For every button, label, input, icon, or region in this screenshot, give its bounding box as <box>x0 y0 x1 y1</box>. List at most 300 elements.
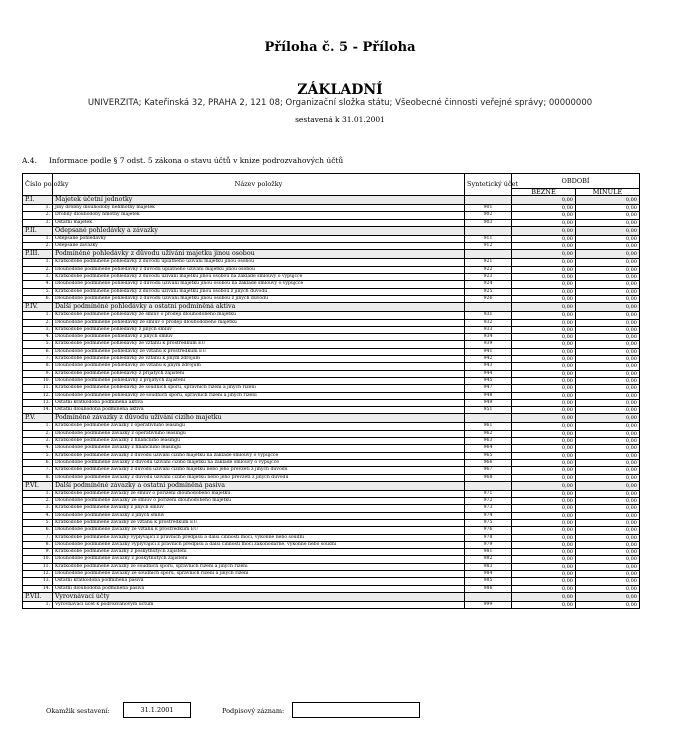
row-past: 0,00 <box>576 377 640 384</box>
table-row <box>23 423 640 430</box>
table-row <box>23 288 640 295</box>
row-name: Krátkodobé podmíněné závazky z finančního leasingu <box>53 438 465 445</box>
row-current: 0,00 <box>512 541 576 548</box>
table-row <box>23 205 640 212</box>
row-account: 945 <box>465 377 512 384</box>
row-number: 5. <box>23 341 53 348</box>
col-header-number: Číslo položky <box>23 174 53 196</box>
row-account: 983 <box>465 563 512 570</box>
row-name: Ostatní krátkodobá podmíněná aktiva <box>53 399 465 406</box>
row-past: 0,00 <box>576 243 640 250</box>
table-row <box>23 356 640 363</box>
row-number: 4. <box>23 445 53 452</box>
row-account: 986 <box>465 585 512 592</box>
group-account <box>465 592 512 601</box>
table-row <box>23 407 640 414</box>
row-name: Odepsané závazky <box>53 243 465 250</box>
row-name: Dlouhodobé podmíněné pohledávky z důvodu užívání majetku jinou osobou na základě smlouvy o výpůjčce <box>53 281 465 288</box>
row-number: 1. <box>23 490 53 497</box>
table-row <box>23 319 640 326</box>
row-account: 968 <box>465 474 512 481</box>
group-past: 0,00 <box>576 592 640 601</box>
table-row <box>23 334 640 341</box>
table-row <box>23 549 640 556</box>
row-account: 931 <box>465 312 512 319</box>
row-account: 971 <box>465 490 512 497</box>
row-account: 944 <box>465 370 512 377</box>
row-past: 0,00 <box>576 563 640 570</box>
row-account: 985 <box>465 578 512 585</box>
table-row <box>23 601 640 608</box>
group-row <box>23 592 640 601</box>
group-title: Odepsané pohledávky a závazky <box>53 226 465 235</box>
row-account: 925 <box>465 288 512 295</box>
row-number: 6. <box>23 348 53 355</box>
row-past: 0,00 <box>576 556 640 563</box>
row-number: 4. <box>23 512 53 519</box>
table-row <box>23 534 640 541</box>
row-number: 5. <box>23 519 53 526</box>
row-account: 921 <box>465 259 512 266</box>
table-row <box>23 295 640 302</box>
row-past: 0,00 <box>576 459 640 466</box>
row-name: Drobný dlouhodobý hmotný majetek <box>53 212 465 219</box>
table-body <box>23 196 640 609</box>
row-name: Krátkodobé podmíněné pohledávky ze vztahu k prostředkům EU <box>53 341 465 348</box>
table-row <box>23 266 640 273</box>
row-current: 0,00 <box>512 356 576 363</box>
row-current: 0,00 <box>512 377 576 384</box>
row-account: 978 <box>465 534 512 541</box>
row-account: 984 <box>465 571 512 578</box>
row-current: 0,00 <box>512 601 576 608</box>
col-header-past: MINULÉ <box>576 189 640 196</box>
row-name: Dlouhodobé podmíněné závazky ze smluv o pořízení dlouhodobého majetku <box>53 498 465 505</box>
group-current: 0,00 <box>512 226 576 235</box>
row-account: 963 <box>465 438 512 445</box>
row-current: 0,00 <box>512 295 576 302</box>
table-row <box>23 459 640 466</box>
row-past: 0,00 <box>576 438 640 445</box>
table-row <box>23 430 640 437</box>
table-row <box>23 399 640 406</box>
row-name: Dlouhodobé podmíněné závazky ze vztahu k prostředkům EU <box>53 527 465 534</box>
row-past: 0,00 <box>576 505 640 512</box>
group-current: 0,00 <box>512 592 576 601</box>
row-past: 0,00 <box>576 363 640 370</box>
table-row <box>23 392 640 399</box>
col-header-current: BĚŽNÉ <box>512 189 576 196</box>
row-number: 7. <box>23 356 53 363</box>
row-past: 0,00 <box>576 407 640 414</box>
row-current: 0,00 <box>512 519 576 526</box>
row-account: 965 <box>465 452 512 459</box>
row-number: 3. <box>23 219 53 226</box>
table-row <box>23 445 640 452</box>
group-current: 0,00 <box>512 414 576 423</box>
row-current: 0,00 <box>512 288 576 295</box>
row-past: 0,00 <box>576 212 640 219</box>
row-number: 9. <box>23 370 53 377</box>
table-row <box>23 341 640 348</box>
row-name: Ostatní dlouhodobá podmíněná pasiva <box>53 585 465 592</box>
row-current: 0,00 <box>512 549 576 556</box>
row-name: Dlouhodobé podmíněné pohledávky z jiných smluv <box>53 334 465 341</box>
table-row <box>23 505 640 512</box>
group-account <box>465 303 512 312</box>
table-row <box>23 312 640 319</box>
row-past: 0,00 <box>576 259 640 266</box>
group-past: 0,00 <box>576 303 640 312</box>
row-name: Ostatní krátkodobá podmíněná pasiva <box>53 578 465 585</box>
row-past: 0,00 <box>576 219 640 226</box>
row-name: Dlouhodobé podmíněné pohledávky z přijatých zajištění <box>53 377 465 384</box>
row-number: 6. <box>23 527 53 534</box>
row-name: Odepsané pohledávky <box>53 235 465 242</box>
row-number: 5. <box>23 288 53 295</box>
row-account: 943 <box>465 363 512 370</box>
row-current: 0,00 <box>512 205 576 212</box>
group-current: 0,00 <box>512 250 576 259</box>
row-account: 972 <box>465 498 512 505</box>
table-row <box>23 363 640 370</box>
table-row <box>23 235 640 242</box>
date-value-box: 31.1.2001 <box>123 702 191 718</box>
row-name: Krátkodobé podmíněné pohledávky ze vztahu k jiným zdrojům <box>53 356 465 363</box>
row-name: Krátkodobé podmíněné pohledávky z důvodu úplatného užívání majetku jinou osobou <box>53 259 465 266</box>
row-past: 0,00 <box>576 326 640 333</box>
row-name: Jiný drobný dlouhodobý nehmotný majetek <box>53 205 465 212</box>
row-current: 0,00 <box>512 571 576 578</box>
row-name: Krátkodobé podmíněné pohledávky z jiných smluv <box>53 326 465 333</box>
date-label: Okamžik sestavení: <box>46 707 110 715</box>
row-past: 0,00 <box>576 512 640 519</box>
row-number: 8. <box>23 363 53 370</box>
row-name: Krátkodobé podmíněné závazky z důvodu užívání cizího majetku nebo jeho převzetí z jiných důvodů <box>53 467 465 474</box>
group-code: P.I. <box>23 196 53 205</box>
row-past: 0,00 <box>576 467 640 474</box>
group-account <box>465 226 512 235</box>
row-number: 10. <box>23 377 53 384</box>
row-past: 0,00 <box>576 430 640 437</box>
table-row <box>23 467 640 474</box>
row-current: 0,00 <box>512 527 576 534</box>
row-name: Krátkodobé podmíněné závazky ze soudních sporů, správních řízení a jiných řízení <box>53 563 465 570</box>
row-number: 8. <box>23 541 53 548</box>
row-name: Dlouhodobé podmíněné závazky z důvodu užívání cizího majetku nebo jeho převzetí z jiných důvodů <box>53 474 465 481</box>
row-number: 1. <box>23 235 53 242</box>
row-account: 981 <box>465 549 512 556</box>
row-current: 0,00 <box>512 319 576 326</box>
group-current: 0,00 <box>512 481 576 490</box>
signature-label: Podpisový záznam: <box>222 707 285 715</box>
row-account: 999 <box>465 601 512 608</box>
row-current: 0,00 <box>512 266 576 273</box>
row-number: 13. <box>23 399 53 406</box>
row-past: 0,00 <box>576 312 640 319</box>
table-row <box>23 259 640 266</box>
group-code: P.VI. <box>23 481 53 490</box>
row-account: 941 <box>465 348 512 355</box>
row-current: 0,00 <box>512 312 576 319</box>
row-current: 0,00 <box>512 512 576 519</box>
row-name: Dlouhodobé podmíněné závazky z jiných smluv <box>53 512 465 519</box>
row-account: 962 <box>465 430 512 437</box>
row-current: 0,00 <box>512 363 576 370</box>
group-title: Vyrovnávací účty <box>53 592 465 601</box>
row-number: 2. <box>23 243 53 250</box>
row-current: 0,00 <box>512 385 576 392</box>
row-past: 0,00 <box>576 399 640 406</box>
row-number: 3. <box>23 326 53 333</box>
row-past: 0,00 <box>576 274 640 281</box>
row-past: 0,00 <box>576 423 640 430</box>
table-row <box>23 563 640 570</box>
row-current: 0,00 <box>512 534 576 541</box>
group-title: Majetek účetní jednotky <box>53 196 465 205</box>
row-account: 976 <box>465 527 512 534</box>
row-current: 0,00 <box>512 259 576 266</box>
table-row <box>23 212 640 219</box>
statement-table <box>22 173 640 609</box>
table-row <box>23 385 640 392</box>
group-code: P.V. <box>23 414 53 423</box>
section-title: Informace podle § 7 odst. 5 zákona o stavu účtů v knize podrozvahových účtů <box>48 156 344 165</box>
row-current: 0,00 <box>512 235 576 242</box>
group-past: 0,00 <box>576 250 640 259</box>
row-account: 973 <box>465 505 512 512</box>
row-past: 0,00 <box>576 288 640 295</box>
row-number: 4. <box>23 334 53 341</box>
row-past: 0,00 <box>576 534 640 541</box>
table-row <box>23 274 640 281</box>
table-row <box>23 519 640 526</box>
row-name: Krátkodobé podmíněné pohledávky z důvodu užívání majetku jinou osobou na základě smlouvy o výpůjčce <box>53 274 465 281</box>
row-number: 5. <box>23 452 53 459</box>
table-row <box>23 370 640 377</box>
row-past: 0,00 <box>576 341 640 348</box>
group-past: 0,00 <box>576 196 640 205</box>
statement-type: ZÁKLADNÍ <box>297 82 383 98</box>
row-number: 2. <box>23 430 53 437</box>
table-row <box>23 281 640 288</box>
row-current: 0,00 <box>512 392 576 399</box>
row-current: 0,00 <box>512 341 576 348</box>
table-row <box>23 348 640 355</box>
row-current: 0,00 <box>512 445 576 452</box>
group-code: P.IV. <box>23 303 53 312</box>
table-row <box>23 498 640 505</box>
row-name: Dlouhodobé podmíněné pohledávky ze vztahu k jiným zdrojům <box>53 363 465 370</box>
row-past: 0,00 <box>576 266 640 273</box>
row-number: 7. <box>23 467 53 474</box>
row-number: 11. <box>23 563 53 570</box>
row-number: 6. <box>23 459 53 466</box>
row-number: 1. <box>23 601 53 608</box>
row-past: 0,00 <box>576 585 640 592</box>
group-past: 0,00 <box>576 226 640 235</box>
page-title: Příloha č. 5 - Příloha <box>264 40 416 55</box>
row-number: 1. <box>23 205 53 212</box>
row-number: 12. <box>23 392 53 399</box>
row-account: 911 <box>465 235 512 242</box>
col-header-account: Syntetický účet <box>465 174 512 196</box>
group-past: 0,00 <box>576 481 640 490</box>
row-account: 926 <box>465 295 512 302</box>
row-past: 0,00 <box>576 392 640 399</box>
row-current: 0,00 <box>512 467 576 474</box>
section-code: A.4. <box>22 156 37 165</box>
group-account <box>465 481 512 490</box>
row-number: 2. <box>23 212 53 219</box>
row-name: Dlouhodobé podmíněné pohledávky ze smluv o prodeji dlouhodobého majetku <box>53 319 465 326</box>
group-current: 0,00 <box>512 303 576 312</box>
row-past: 0,00 <box>576 445 640 452</box>
group-row <box>23 196 640 205</box>
row-name: Krátkodobé podmíněné závazky z důvodu užívání cizího majetku na základě smlouvy o výpůjčce <box>53 452 465 459</box>
row-number: 1. <box>23 423 53 430</box>
row-account: 961 <box>465 423 512 430</box>
row-number: 1. <box>23 259 53 266</box>
row-current: 0,00 <box>512 430 576 437</box>
row-past: 0,00 <box>576 452 640 459</box>
row-current: 0,00 <box>512 212 576 219</box>
row-name: Krátkodobé podmíněné pohledávky z přijatých zajištění <box>53 370 465 377</box>
row-past: 0,00 <box>576 527 640 534</box>
group-row <box>23 250 640 259</box>
row-past: 0,00 <box>576 519 640 526</box>
row-name: Krátkodobé podmíněné závazky z operativního leasingu <box>53 423 465 430</box>
row-name: Krátkodobé podmíněné pohledávky ze soudních sporů, správních řízení a jiných řízení <box>53 385 465 392</box>
row-number: 2. <box>23 266 53 273</box>
group-title: Podmíněné pohledávky z důvodu užívání majetku jinou osobou <box>53 250 465 259</box>
row-account: 923 <box>465 274 512 281</box>
row-number: 12. <box>23 571 53 578</box>
row-name: Dlouhodobé podmíněné pohledávky z důvodu úplatného užívání majetku jinou osobou <box>53 266 465 273</box>
table-row <box>23 474 640 481</box>
row-current: 0,00 <box>512 407 576 414</box>
group-account <box>465 196 512 205</box>
group-code: P.III. <box>23 250 53 259</box>
group-code: P.II. <box>23 226 53 235</box>
row-number: 2. <box>23 498 53 505</box>
row-name: Krátkodobé podmíněné závazky ze vztahu k prostředkům EU <box>53 519 465 526</box>
table-row <box>23 556 640 563</box>
row-past: 0,00 <box>576 498 640 505</box>
row-account: 966 <box>465 459 512 466</box>
row-current: 0,00 <box>512 334 576 341</box>
table-row <box>23 578 640 585</box>
row-account: 922 <box>465 266 512 273</box>
row-account: 939 <box>465 341 512 348</box>
group-account <box>465 414 512 423</box>
row-current: 0,00 <box>512 452 576 459</box>
row-account: 951 <box>465 407 512 414</box>
row-current: 0,00 <box>512 578 576 585</box>
row-past: 0,00 <box>576 356 640 363</box>
table-row <box>23 527 640 534</box>
table-row <box>23 243 640 250</box>
group-row <box>23 481 640 490</box>
row-name: Krátkodobé podmíněné závazky vyplývající z právních předpisů a další činnosti moci, vykonné nebo soudní <box>53 534 465 541</box>
row-current: 0,00 <box>512 274 576 281</box>
row-name: Dlouhodobé podmíněné závazky ze soudních sporů, správních řízení a jiných řízení <box>53 571 465 578</box>
row-number: 3. <box>23 505 53 512</box>
row-current: 0,00 <box>512 281 576 288</box>
row-current: 0,00 <box>512 585 576 592</box>
row-past: 0,00 <box>576 601 640 608</box>
row-past: 0,00 <box>576 541 640 548</box>
row-account: 933 <box>465 326 512 333</box>
row-past: 0,00 <box>576 571 640 578</box>
signature-box <box>292 702 420 718</box>
row-account: 924 <box>465 281 512 288</box>
row-number: 4. <box>23 281 53 288</box>
row-number: 10. <box>23 556 53 563</box>
row-past: 0,00 <box>576 334 640 341</box>
row-number: 9. <box>23 549 53 556</box>
row-past: 0,00 <box>576 578 640 585</box>
row-past: 0,00 <box>576 235 640 242</box>
row-account: 982 <box>465 556 512 563</box>
row-account: 902 <box>465 212 512 219</box>
col-header-period: OBDOBÍ <box>512 174 640 189</box>
row-number: 8. <box>23 474 53 481</box>
table-row <box>23 512 640 519</box>
compiled-date: sestavená k 31.01.2001 <box>295 115 385 124</box>
group-row <box>23 303 640 312</box>
row-account: 974 <box>465 512 512 519</box>
row-name: Ostatní majetek <box>53 219 465 226</box>
table-row <box>23 438 640 445</box>
table-row <box>23 326 640 333</box>
row-number: 14. <box>23 585 53 592</box>
row-account: 964 <box>465 445 512 452</box>
table-row <box>23 585 640 592</box>
group-row <box>23 414 640 423</box>
table-row <box>23 490 640 497</box>
row-number: 7. <box>23 534 53 541</box>
row-number: 3. <box>23 438 53 445</box>
row-past: 0,00 <box>576 474 640 481</box>
row-account: 948 <box>465 392 512 399</box>
row-name: Vyrovnávací účet k podrozvahovým účtům <box>53 601 465 608</box>
group-code: P.VII. <box>23 592 53 601</box>
organization-line: UNIVERZITA; Kateřinská 32, PRAHA 2, 121 08; Organizační složka státu; Všeobecné činnosti veřejné správy; 00000000 <box>87 98 593 108</box>
row-name: Dlouhodobé podmíněné pohledávky z důvodu užívání majetku jinou osobou z jiných důvodů <box>53 295 465 302</box>
row-current: 0,00 <box>512 243 576 250</box>
row-number: 1. <box>23 312 53 319</box>
row-current: 0,00 <box>512 498 576 505</box>
row-name: Dlouhodobé podmíněné závazky z důvodu užívání cizího majetku na základě smlouvy o výpůjčce <box>53 459 465 466</box>
row-name: Dlouhodobé podmíněné závazky vyplývající z právních předpisů a další činnosti moci zákonodárné, vykonné nebo soudní <box>53 541 465 548</box>
row-current: 0,00 <box>512 505 576 512</box>
row-name: Dlouhodobé podmíněné závazky z finančního leasingu <box>53 445 465 452</box>
row-name: Dlouhodobé podmíněné pohledávky ze vztahu k prostředkům EU <box>53 348 465 355</box>
row-current: 0,00 <box>512 423 576 430</box>
row-current: 0,00 <box>512 438 576 445</box>
row-current: 0,00 <box>512 399 576 406</box>
row-name: Krátkodobé podmíněné závazky z jiných smluv <box>53 505 465 512</box>
row-account: 934 <box>465 334 512 341</box>
table-row <box>23 377 640 384</box>
row-current: 0,00 <box>512 563 576 570</box>
row-name: Krátkodobé podmíněné závazky z poskytnutých zajištění <box>53 549 465 556</box>
row-past: 0,00 <box>576 319 640 326</box>
row-number: 6. <box>23 295 53 302</box>
row-current: 0,00 <box>512 556 576 563</box>
group-title: Podmíněné závazky z důvodu užívání cizího majetku <box>53 414 465 423</box>
